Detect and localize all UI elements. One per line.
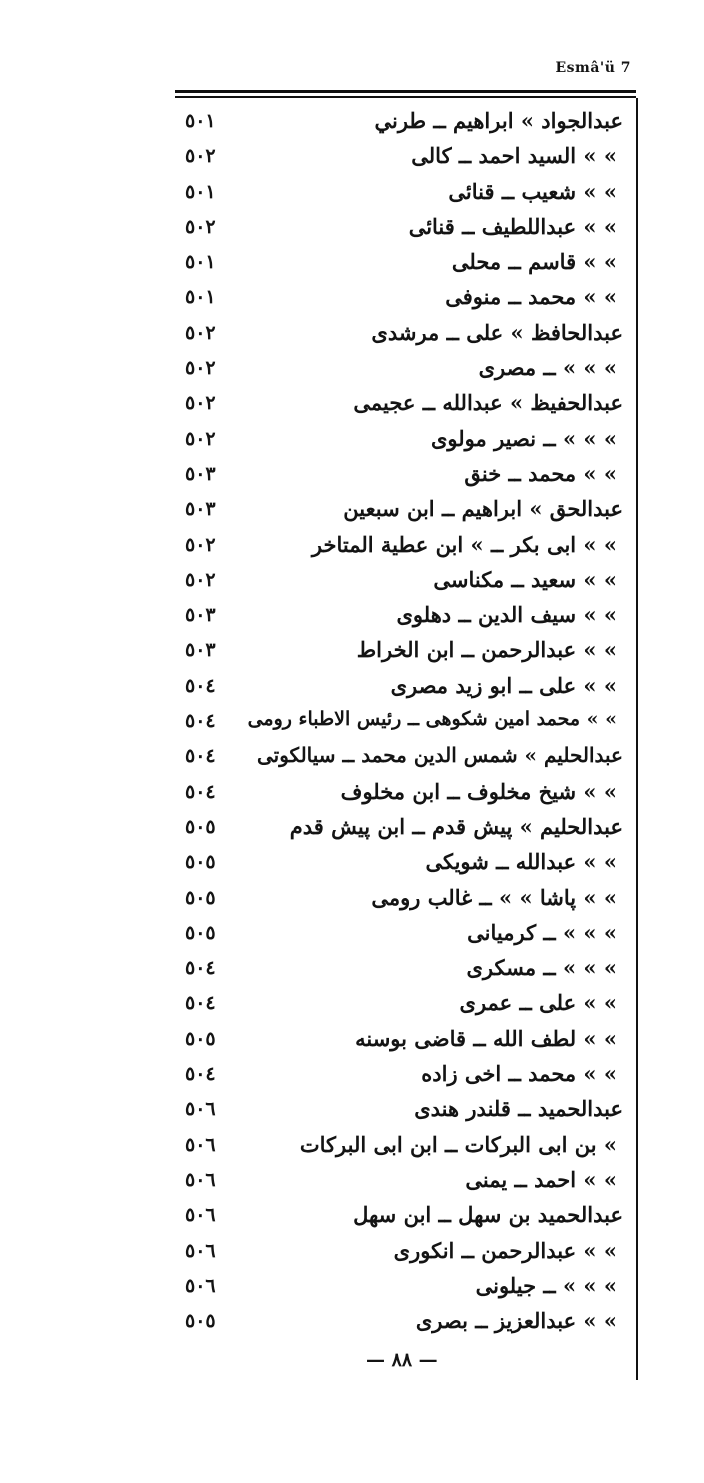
entry-number: ٥٠٦: [185, 1168, 216, 1191]
entry-text: » » محمد امين شكوهى ــ رئيس الاطباء رومى: [247, 708, 617, 731]
entry-number: ٥٠٢: [185, 533, 216, 556]
entry-text: » » عبدالرحمن ــ ابن الخراط: [356, 637, 617, 663]
entry-row: [175, 386, 635, 421]
entry-row: [175, 704, 635, 739]
entry-row: [175, 1198, 635, 1233]
entry-row: [175, 280, 635, 315]
entry-row: [175, 986, 635, 1021]
entry-text: » » عبداللطيف ــ قنائى: [408, 213, 617, 239]
entry-text: » » » ــ كرميانى: [467, 919, 617, 945]
entry-row: [175, 175, 635, 210]
entry-number: ٥٠٢: [185, 568, 216, 591]
entry-number: ٥٠٤: [185, 780, 216, 803]
entry-row: [175, 739, 635, 774]
entry-text: » » شعيب ــ قنائى: [448, 178, 617, 204]
entry-row: [175, 351, 635, 386]
entry-row: [175, 775, 635, 810]
entry-row: [175, 245, 635, 280]
entry-text: » » قاسم ــ محلى: [451, 249, 617, 275]
entry-text: » » » ــ مسكرى: [466, 955, 617, 981]
entry-text: عبدالحميد ــ قلندر هندى: [414, 1096, 623, 1122]
entry-text: » » » ــ جيلونى: [475, 1272, 617, 1298]
entry-text: » بن ابى البركات ــ ابن ابى البركات: [299, 1131, 617, 1157]
entry-text: » » شيخ مخلوف ــ ابن مخلوف: [340, 778, 617, 804]
entry-number: ٥٠٢: [185, 215, 216, 238]
entry-number: ٥٠٥: [185, 1027, 216, 1050]
entry-row: [175, 669, 635, 704]
entry-row: [175, 1092, 635, 1127]
entry-row: [175, 951, 635, 986]
entry-number: ٥٠٤: [185, 745, 216, 768]
entry-number: ٥٠٦: [185, 1274, 216, 1297]
entry-number: ٥٠٣: [185, 604, 216, 627]
entry-row: [175, 492, 635, 527]
entry-text: » » سيف الدين ــ دهلوى: [396, 602, 617, 628]
entry-text: » » احمد ــ يمنى: [465, 1166, 617, 1192]
entry-row: [175, 1234, 635, 1269]
entry-number: ٥٠٤: [185, 957, 216, 980]
entry-number: ٥٠٦: [185, 1204, 216, 1227]
entry-row: [175, 1269, 635, 1304]
entry-number: ٥٠١: [185, 180, 216, 203]
entry-list: [175, 104, 635, 1339]
entry-text: عبدالحليم » پيش قدم ــ ابن پيش قدم: [289, 813, 623, 839]
entry-text: » » السيد احمد ــ كالى: [411, 143, 617, 169]
entry-row: [175, 210, 635, 245]
entry-row: [175, 1022, 635, 1057]
entry-text: عبدالحميد بن سهل ــ ابن سهل: [353, 1202, 623, 1228]
entry-number: ٥٠١: [185, 286, 216, 309]
entry-number: ٥٠١: [185, 251, 216, 274]
entry-text: » » ابى بكر ــ » ابن عطية المتاخر: [311, 531, 617, 557]
entry-number: ٥٠٢: [185, 357, 216, 380]
entry-text: » » لطف الله ــ قاضى بوسنه: [355, 1025, 617, 1051]
entry-number: ٥٠٦: [185, 1133, 216, 1156]
entry-text: » » » ــ نصير مولوى: [431, 425, 617, 451]
entry-number: ٥٠٦: [185, 1098, 216, 1121]
entry-row: [175, 881, 635, 916]
entry-row: [175, 563, 635, 598]
entry-number: ٥٠٢: [185, 321, 216, 344]
entry-row: [175, 316, 635, 351]
entry-row: [175, 810, 635, 845]
entry-row: [175, 1163, 635, 1198]
entry-number: ٥٠٣: [185, 498, 216, 521]
entry-row: [175, 1057, 635, 1092]
entry-text: » » محمد ــ منوفى: [445, 284, 617, 310]
entry-text: » » پاشا » » ــ غالب رومى: [371, 884, 617, 910]
entry-text: عبدالحليم » شمس الدين محمد ــ سيالكوتى: [256, 743, 623, 768]
entry-text: » » عبدالعزيز ــ بصرى: [415, 1308, 617, 1334]
entry-row: [175, 528, 635, 563]
entry-number: ٥٠٦: [185, 1239, 216, 1262]
entry-text: عبدالحق » ابراهيم ــ ابن سبعين: [343, 496, 623, 522]
entry-text: » » عبدالله ــ شويكى: [425, 849, 617, 875]
entry-row: [175, 633, 635, 668]
margin-rule: [636, 98, 638, 1380]
entry-text: عبدالحافظ » على ــ مرشدى: [371, 319, 623, 345]
running-header: Esmâ'ü 7: [555, 60, 631, 76]
entry-number: ٥٠٣: [185, 462, 216, 485]
entry-text: عبدالجواد » ابراهيم ــ طرني: [374, 108, 623, 133]
entry-row: [175, 139, 635, 174]
entry-number: ٥٠٢: [185, 392, 216, 415]
entry-text: عبدالحفيظ » عبدالله ــ عجيمى: [353, 390, 623, 416]
entry-number: ٥٠١: [185, 110, 216, 132]
entry-number: ٥٠٢: [185, 145, 216, 168]
entry-text: » » عبدالرحمن ــ انكورى: [393, 1237, 617, 1263]
entry-text: » » » ــ مصرى: [478, 355, 617, 381]
entry-text: » » محمد ــ خنق: [464, 460, 617, 486]
entry-row: [175, 916, 635, 951]
entry-number: ٥٠٤: [185, 674, 216, 697]
entry-text: » » محمد ــ اخى زاده: [421, 1061, 617, 1087]
entry-number: ٥٠٥: [185, 921, 216, 944]
header-rule-top: [175, 90, 636, 93]
entry-row: [175, 104, 635, 139]
entry-row: [175, 598, 635, 633]
entry-number: ٥٠٥: [185, 815, 216, 838]
entry-row: [175, 1304, 635, 1339]
entry-row: [175, 457, 635, 492]
entry-row: [175, 1128, 635, 1163]
entry-number: ٥٠٤: [185, 1063, 216, 1086]
entry-number: ٥٠٥: [185, 851, 216, 874]
entry-row: [175, 422, 635, 457]
entry-number: ٥٠٢: [185, 427, 216, 450]
page-number: — ٨٨ —: [366, 1349, 438, 1371]
entry-row: [175, 845, 635, 880]
entry-number: ٥٠٥: [185, 1310, 216, 1333]
entry-number: ٥٠٥: [185, 886, 216, 909]
entry-number: ٥٠٤: [185, 992, 216, 1015]
entry-text: » » على ــ عمرى: [459, 990, 617, 1016]
header-rule-bottom: [175, 96, 636, 98]
entry-text: » » سعيد ــ مكناسى: [433, 566, 617, 592]
entry-number: ٥٠٣: [185, 639, 216, 662]
entry-text: » » على ــ ابو زيد مصرى: [390, 672, 617, 698]
entry-number: ٥٠٤: [185, 710, 216, 733]
